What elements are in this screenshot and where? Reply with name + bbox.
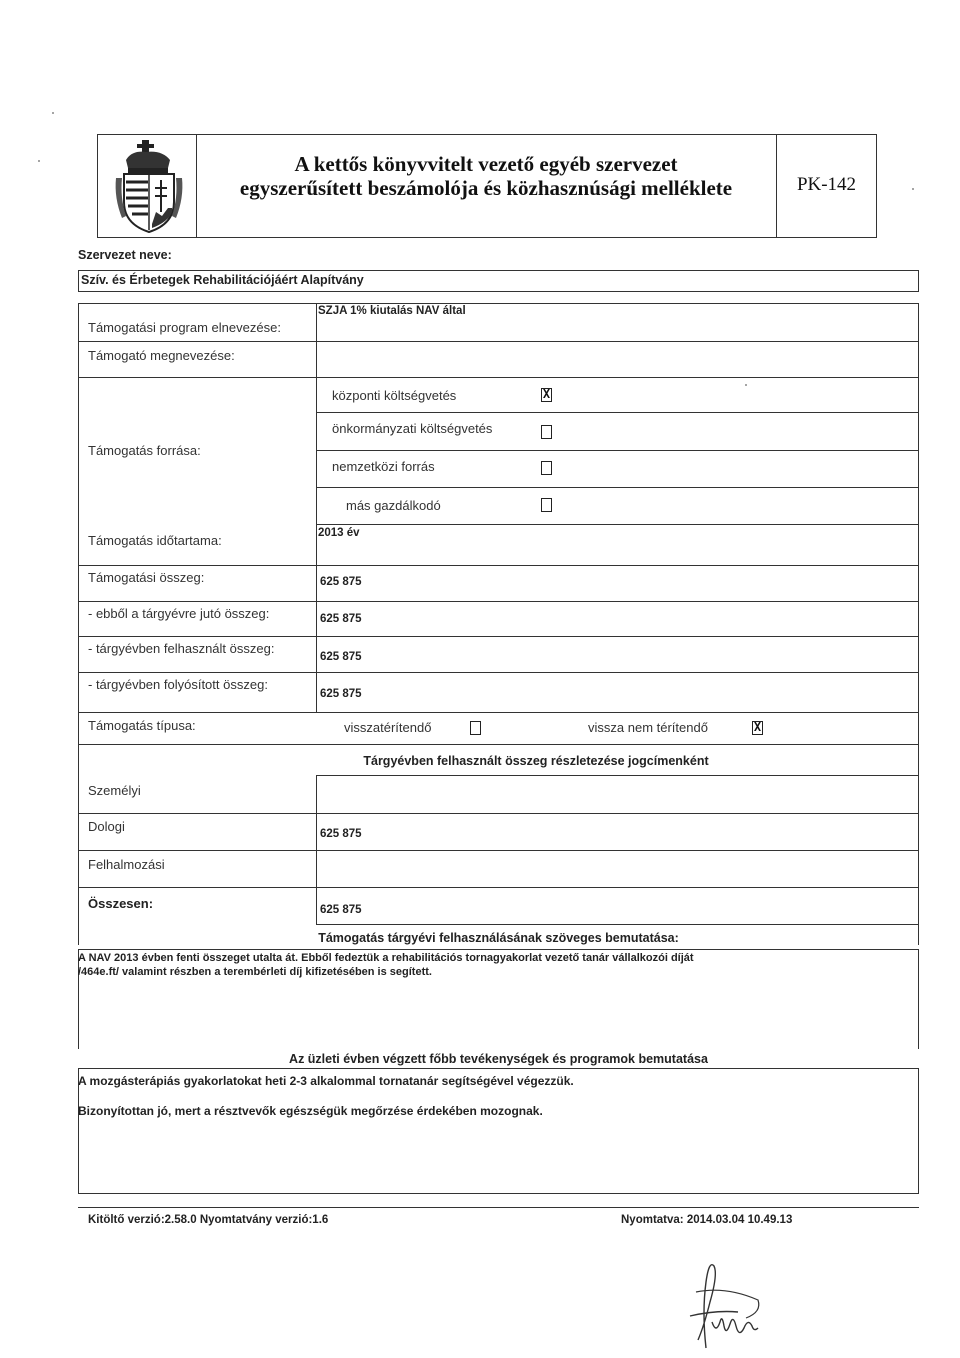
non-refundable-label: vissza nem térítendő	[588, 720, 708, 735]
support-duration-label: Támogatás időtartama:	[88, 533, 222, 548]
activities-text-line1: A mozgásterápiás gyakorlatokat heti 2-3 alkalommal tornatanár segítségével végezzük.	[78, 1074, 574, 1088]
disbursed-amount-label: - tárgyévben folyósított összeg:	[88, 677, 268, 692]
total-value: 625 875	[320, 904, 362, 916]
source-municipal-checkbox[interactable]	[541, 425, 552, 439]
activities-title: Az üzleti évben végzett főbb tevékenységek és programok bemutatása	[289, 1052, 708, 1066]
current-year-amount-value: 625 875	[320, 613, 362, 625]
signature	[676, 1252, 766, 1352]
support-type-label: Támogatás típusa:	[88, 718, 196, 733]
usage-title: Támogatás tárgyévi felhasználásának szöveges bemutatása:	[318, 931, 679, 945]
supporter-label: Támogató megnevezése:	[88, 348, 235, 363]
support-details-table	[78, 303, 919, 945]
source-option-international: nemzetközi forrás	[332, 459, 435, 474]
non-refundable-checkbox[interactable]	[752, 721, 763, 735]
support-amount-label: Támogatási összeg:	[88, 570, 205, 585]
material-value: 625 875	[320, 828, 362, 840]
support-duration-value: 2013 év	[318, 527, 360, 539]
personnel-label: Személyi	[88, 783, 141, 798]
usage-text-box	[78, 949, 919, 1049]
org-name-value: Szív. és Érbetegek Rehabilitációjáért Alapítvány	[81, 273, 364, 287]
scan-speck	[52, 112, 54, 114]
scan-speck	[912, 188, 914, 190]
refundable-checkbox[interactable]	[470, 721, 481, 735]
footer-printed: Nyomtatva: 2014.03.04 10.49.13	[621, 1214, 793, 1226]
source-option-central: központi költségvetés	[332, 388, 457, 403]
activities-text-line2: Bizonyítottan jó, mert a résztvevők egészségük megőrzése érdekében mozognak.	[78, 1104, 543, 1118]
refundable-label: visszatérítendő	[344, 720, 432, 735]
used-amount-value: 625 875	[320, 651, 362, 663]
material-label: Dologi	[88, 819, 125, 834]
usage-text-line1: A NAV 2013 évben fenti összeget utalta át. Ebből fedeztük a rehabilitációs tornagyakorlat vezető tanár vállalkozói díját	[78, 952, 694, 964]
total-label: Összesen:	[88, 896, 154, 911]
disbursed-amount-value: 625 875	[320, 688, 362, 700]
source-option-municipal: önkormányzati költségvetés	[332, 421, 493, 436]
program-name-value: SZJA 1% kiutalás NAV által	[318, 305, 466, 317]
checkbox-check-mark: X	[542, 387, 551, 401]
checkbox-check-mark: X	[753, 720, 762, 734]
current-year-amount-label: - ebből a tárgyévre jutó összeg:	[88, 606, 270, 621]
source-central-checkbox[interactable]	[541, 388, 552, 402]
form-title-line1: A kettős könyvvitelt vezető egyéb szervezet	[294, 152, 678, 176]
capital-label: Felhalmozási	[88, 857, 165, 872]
source-other-business-checkbox[interactable]	[541, 498, 552, 512]
source-international-checkbox[interactable]	[541, 461, 552, 475]
program-name-label: Támogatási program elnevezése:	[88, 320, 281, 335]
used-amount-label: - tárgyévben felhasznált összeg:	[88, 641, 275, 656]
footer-version: Kitöltő verzió:2.58.0 Nyomtatvány verzió:1.6	[88, 1214, 329, 1226]
breakdown-title: Tárgyévben felhasznált összeg részletezése jogcímenként	[363, 754, 709, 768]
form-title-line2: egyszerűsített beszámolója és közhasznúsági melléklete	[239, 176, 733, 200]
usage-text-line2: /464e.ft/ valamint részben a terembérleti díj kifizetésében is segített.	[78, 966, 432, 978]
source-option-other-business: más gazdálkodó	[346, 498, 441, 513]
support-source-label: Támogatás forrása:	[88, 443, 201, 458]
org-name-label: Szervezet neve:	[78, 248, 172, 262]
coat-of-arms-icon	[112, 138, 186, 234]
support-amount-value: 625 875	[320, 576, 362, 588]
scan-speck	[38, 160, 40, 162]
form-code: PK-142	[796, 174, 857, 195]
